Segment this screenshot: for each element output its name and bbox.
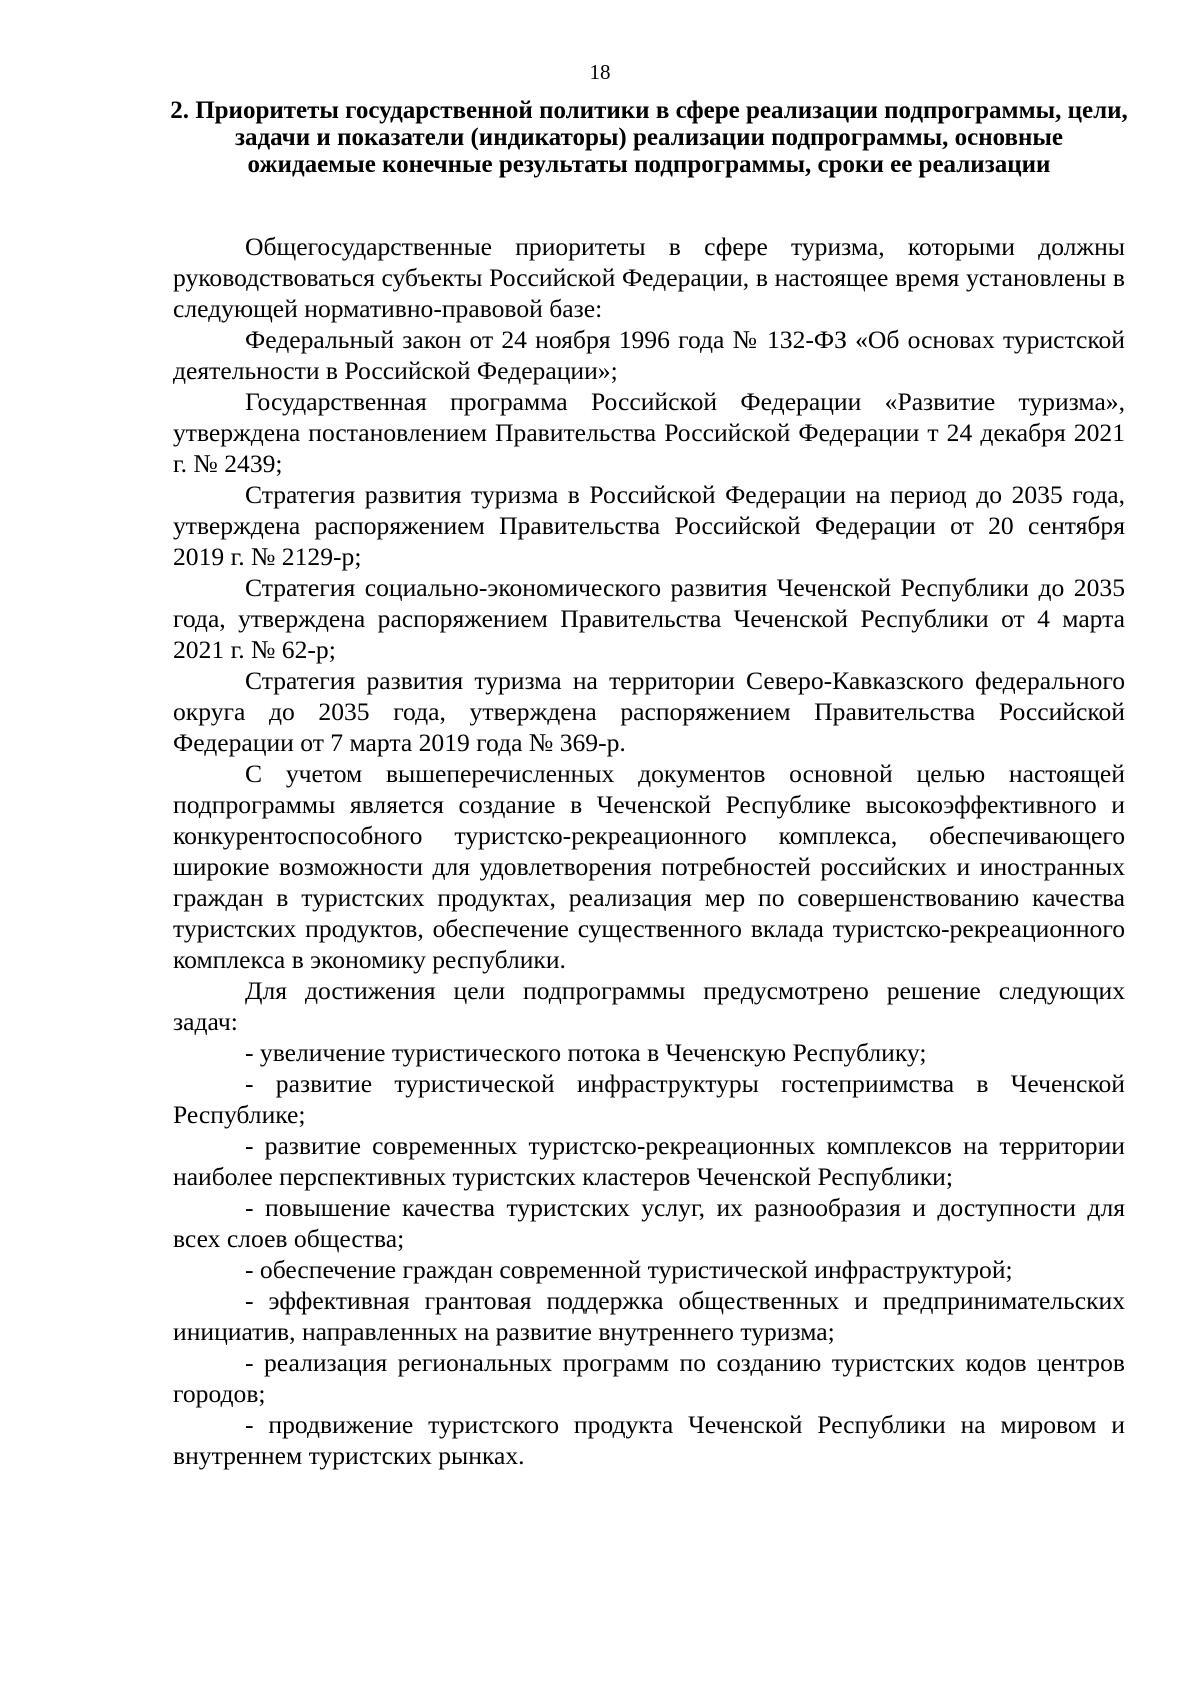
paragraph-state-program: Государственная программа Российской Федерации «Развитие туризма», утверждена постановлением Правительства Российской Федерации т 24 декабря 2021 г. № 2439; [173,387,1125,478]
list-item-task: - эффективная грантовая поддержка общественных и предпринимательских инициатив, направленных на развитие внутреннего туризма; [173,1286,1125,1346]
document-body [173,231,1125,1471]
list-item-task: - увеличение туристического потока в Чеченскую Республику; [245,1038,927,1067]
paragraph-tourism-strategy-rf: Стратегия развития туризма в Российской Федерации на период до 2035 года, утверждена распоряжением Правительства Российской Федерации от 20 сентября 2019 г. № 2129-р; [173,480,1125,571]
section-title: 2. Приоритеты государственной политики в сфере реализации подпрограммы, цели, задачи и показатели (индикаторы) реализации подпрограммы, основные ожидаемые конечные результаты подпрограммы, сроки ее реализации [170,97,1128,178]
page-number: 18 [589,60,611,84]
list-item-task: - реализация региональных программ по созданию туристских кодов центров городов; [173,1348,1125,1408]
paragraph-intro: Общегосударственные приоритеты в сфере туризма, которыми должны руководствоваться субъекты Российской Федерации, в настоящее время установлены в следующей нормативно-правовой базе: [173,232,1125,323]
paragraph-federal-law: Федеральный закон от 24 ноября 1996 года № 132-ФЗ «Об основах туристской деятельности в Российской Федерации»; [173,325,1125,385]
list-item-task: - развитие туристической инфраструктуры гостеприимства в Чеченской Республике; [173,1069,1125,1129]
list-item-task: - продвижение туристского продукта Чеченской Республики на мировом и внутреннем туристских рынках. [173,1410,1125,1470]
paragraph-chechen-strategy: Стратегия социально-экономического развития Чеченской Республики до 2035 года, утверждена распоряжением Правительства Чеченской Республики от 4 марта 2021 г. № 62-р; [173,573,1125,664]
list-item-task: - развитие современных туристско-рекреационных комплексов на территории наиболее перспективных туристских кластеров Чеченской Республики; [173,1131,1125,1191]
paragraph-north-caucasus-strategy: Стратегия развития туризма на территории Северо-Кавказского федерального округа до 2035 года, утверждена распоряжением Правительства Российской Федерации от 7 марта 2019 года № 369-р. [173,666,1125,757]
paragraph-tasks-intro: Для достижения цели подпрограммы предусмотрено решение следующих задач: [173,976,1125,1036]
paragraph-main-goal: С учетом вышеперечисленных документов основной целью настоящей подпрограммы является создание в Чеченской Республике высокоэффективного и конкурентоспособного туристско-рекреационного комплекса, обеспечивающего широкие возможности для удовлетворения потребностей российских и иностранных граждан в туристских продуктах, реализация мер по совершенствованию качества туристских продуктов, обеспечение существенного вклада туристско-рекреационного комплекса в экономику республики. [173,759,1125,974]
list-item-task: - повышение качества туристских услуг, их разнообразия и доступности для всех слоев общества; [173,1193,1125,1253]
list-item-task: - обеспечение граждан современной туристической инфраструктурой; [245,1255,1013,1284]
